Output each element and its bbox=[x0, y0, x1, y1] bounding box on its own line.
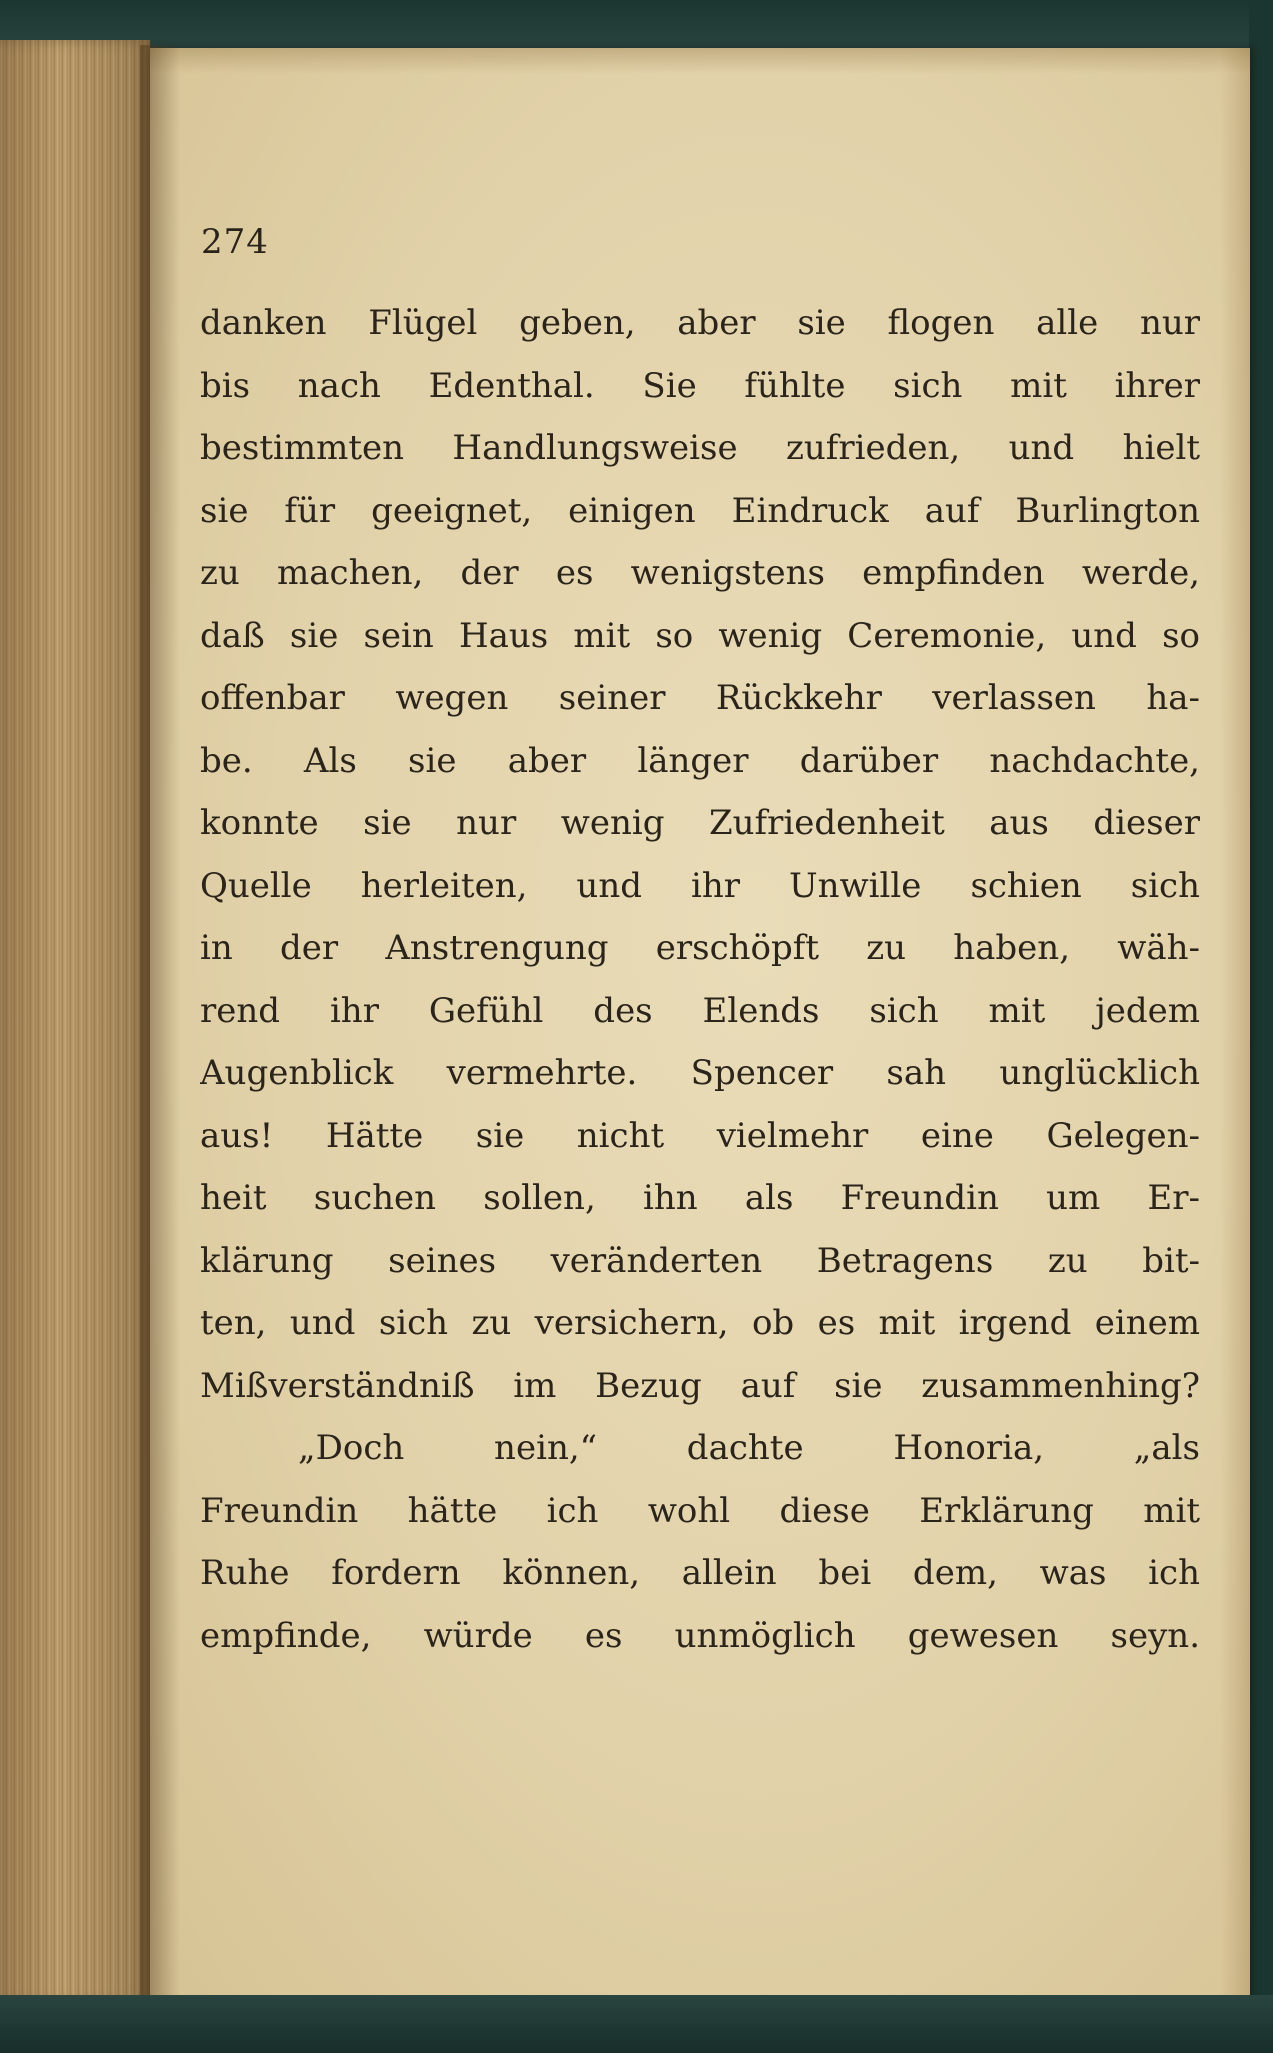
book-page-edges bbox=[0, 40, 150, 2005]
text-line: bis nach Edenthal. Sie fühlte sich mit ihrer bbox=[200, 365, 1200, 406]
gutter-shadow bbox=[140, 45, 180, 2000]
text-line: Ruhe fordern können, allein bei dem, was ich bbox=[200, 1553, 1200, 1593]
text-line: be. Als sie aber länger darüber nachdachte, bbox=[200, 740, 1200, 781]
scan-backdrop-bottom bbox=[0, 1995, 1273, 2053]
text-line: Quelle herleiten, und ihr Unwille schien sich bbox=[200, 865, 1200, 906]
text-line: zu machen, der es wenigstens empfinden werde, bbox=[200, 553, 1200, 593]
text-line: heit suchen sollen, ihn als Freundin um Er- bbox=[200, 1178, 1200, 1218]
body-text bbox=[200, 292, 1200, 1667]
text-line: bestimmten Handlungsweise zufrieden, und hielt bbox=[200, 428, 1200, 468]
text-line: ten, und sich zu versichern, ob es mit irgend einem bbox=[200, 1303, 1200, 1343]
text-line: offenbar wegen seiner Rückkehr verlassen ha- bbox=[200, 678, 1200, 718]
text-line: Freundin hätte ich wohl diese Erklärung mit bbox=[200, 1490, 1200, 1531]
page-number: 274 bbox=[201, 222, 269, 262]
text-line: „Doch nein,“ dachte Honoria, „als bbox=[298, 1428, 1200, 1468]
text-line: Mißverständniß im Bezug auf sie zusammenhing? bbox=[200, 1365, 1200, 1406]
text-line: empfinde, würde es unmöglich gewesen seyn. bbox=[200, 1615, 1200, 1656]
scan-backdrop-top bbox=[0, 0, 1273, 52]
text-line: aus! Hätte sie nicht vielmehr eine Gelegen- bbox=[200, 1115, 1200, 1156]
text-line: klärung seines veränderten Betragens zu bit- bbox=[200, 1240, 1200, 1281]
text-line: sie für geeignet, einigen Eindruck auf Burlington bbox=[200, 490, 1200, 531]
text-line: danken Flügel geben, aber sie flogen alle nur bbox=[200, 303, 1200, 343]
scan-backdrop-right bbox=[1249, 0, 1273, 2053]
text-line: in der Anstrengung erschöpft zu haben, wäh- bbox=[200, 928, 1200, 968]
text-line: konnte sie nur wenig Zufriedenheit aus dieser bbox=[200, 803, 1200, 843]
text-line: Augenblick vermehrte. Spencer sah unglücklich bbox=[200, 1053, 1200, 1093]
text-line: rend ihr Gefühl des Elends sich mit jedem bbox=[200, 990, 1200, 1031]
text-line: daß sie sein Haus mit so wenig Ceremonie, und so bbox=[200, 615, 1200, 656]
